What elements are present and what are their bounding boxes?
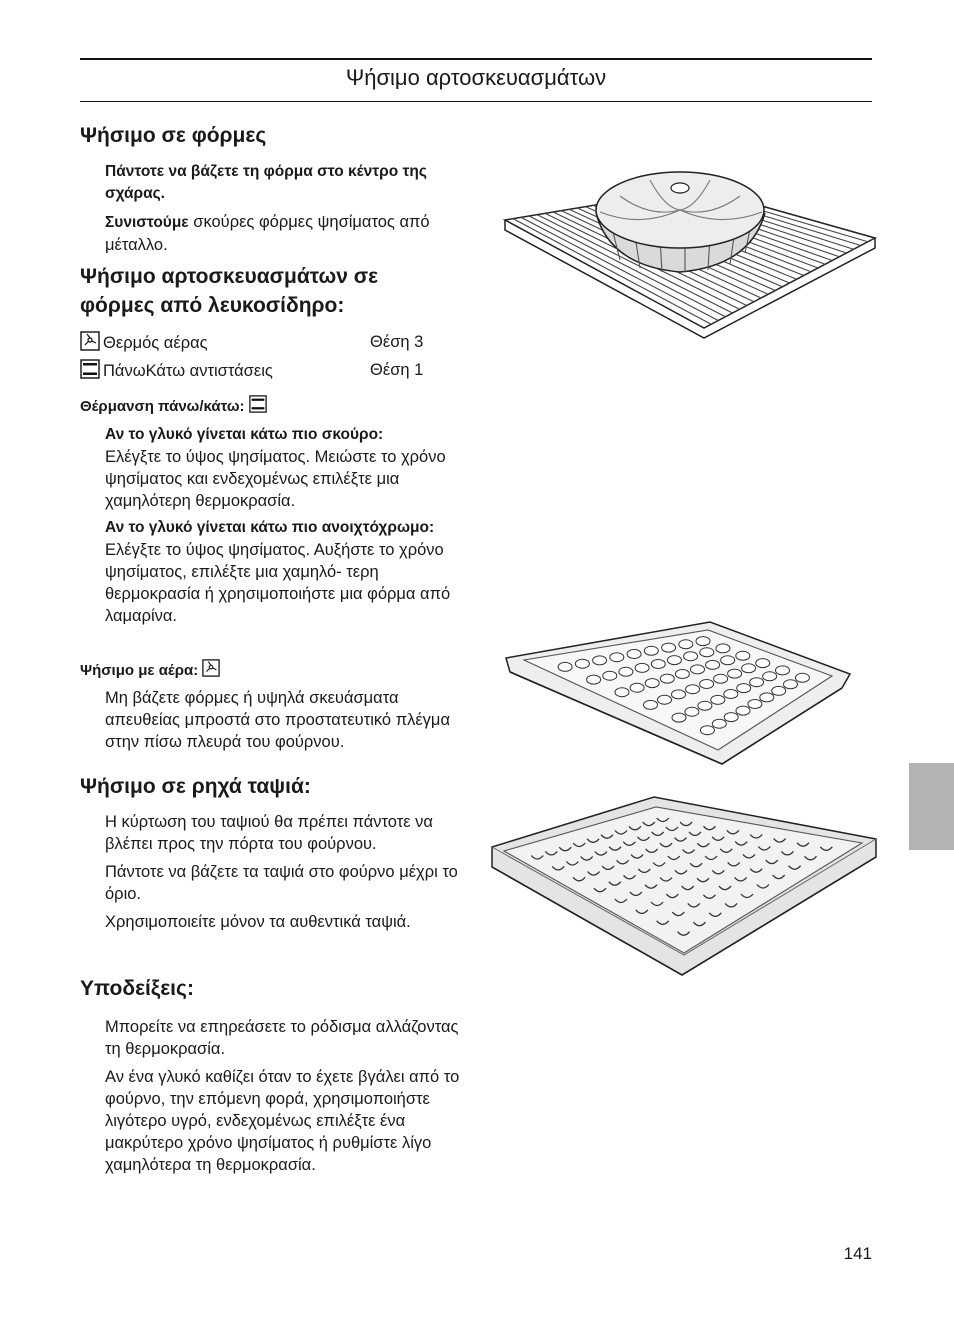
cookie <box>691 665 705 674</box>
cookie <box>662 643 676 652</box>
cookie <box>575 659 589 668</box>
cookie <box>795 673 809 682</box>
paragraph-center-form: Πάντοτε να βάζετε τη φόρμα στο κέντρο της σχάρας. <box>105 163 427 202</box>
cookie <box>658 695 672 704</box>
paragraph-tray-insert: Πάντοτε να βάζετε τα ταψιά στο φούρνο μέχρι το όριο. <box>105 863 458 903</box>
cookie <box>742 664 756 673</box>
cookie <box>716 644 730 653</box>
paragraph-darker <box>105 423 470 512</box>
cookie <box>651 660 665 669</box>
cookie <box>728 669 742 678</box>
cookie <box>700 726 714 735</box>
cookie <box>737 684 751 693</box>
heading-shallow-trays: Ψήσιμο σε ρηχά ταψιά: <box>80 775 311 798</box>
running-title: Ψήσιμο αρτοσκευασμάτων <box>345 65 607 90</box>
cookie <box>724 713 738 722</box>
paragraph-tips-browning: Μπορείτε να επηρεάσετε το ρόδισμα αλλάζοντας τη θερμοκρασία. <box>105 1018 459 1058</box>
cookie <box>672 713 686 722</box>
cookie <box>610 653 624 662</box>
cookie <box>603 671 617 680</box>
cookie <box>700 680 714 689</box>
setting-position-hot-air: Θέση 3 <box>370 333 424 351</box>
cookie <box>698 701 712 710</box>
cookie <box>619 667 633 676</box>
cookie <box>711 695 725 704</box>
cookie <box>700 648 714 657</box>
top-bottom-heat-icon <box>249 395 267 413</box>
cookie <box>776 666 790 675</box>
cookie <box>558 662 572 671</box>
cookie <box>644 646 658 655</box>
darker-bold: Αν το γλυκό γίνεται κάτω πιο σκούρο: <box>105 426 384 443</box>
cookie <box>645 679 659 688</box>
lighter-bold: Αν το γλυκό γίνεται κάτω πιο ανοιχτόχρωμο: <box>105 519 435 536</box>
cookie <box>724 690 738 699</box>
cookie <box>772 686 786 695</box>
setting-position-top-bottom: Θέση 1 <box>370 361 424 379</box>
subheading-top-bottom-heat <box>80 395 270 417</box>
paragraph-tray-original: Χρησιμοποιείτε μόνον τα αυθεντικά ταψιά. <box>105 913 411 931</box>
hot-air-icon <box>202 659 220 677</box>
cookie <box>627 650 641 659</box>
setting-label-hot-air: Θερμός αέρας <box>103 334 208 352</box>
paragraph-recommend <box>105 211 470 256</box>
cookie <box>748 700 762 709</box>
paragraph-tray-curvature: Η κύρτωση του ταψιού θα πρέπει πάντοτε να βλέπει προς την πόρτα του φούρνου. <box>105 813 433 853</box>
cookie <box>587 675 601 684</box>
cookie <box>672 690 686 699</box>
heading-tips: Υποδείξεις: <box>80 977 194 1000</box>
subheading-top-bottom-text: Θέρμανση πάνω/κάτω: <box>80 398 245 415</box>
cookie <box>630 683 644 692</box>
top-bottom-heat-icon <box>80 359 100 379</box>
setting-label-top-bottom: ΠάνωΚάτω αντιστάσεις <box>103 362 273 380</box>
cookie <box>685 707 699 716</box>
header-top-rule <box>80 58 872 60</box>
subheading-hot-air-text: Ψήσιμο με αέρα: <box>80 662 199 679</box>
heading-baking-in-forms: Ψήσιμο σε φόρμες <box>80 124 267 147</box>
cookie <box>679 640 693 649</box>
recommend-bold: Συνιστούμε <box>105 214 189 231</box>
cookie <box>736 651 750 660</box>
cookie <box>736 706 750 715</box>
cookie <box>714 674 728 683</box>
darker-text: Ελέγξτε το ύψος ψησίματος. Μειώστε το χρόνο ψησίματος και ενδεχομένως επιλέξτε μια χαμηλότερη θερμοκρασία. <box>105 448 446 510</box>
hot-air-icon <box>80 331 100 351</box>
cookie <box>721 656 735 665</box>
cookie <box>712 719 726 728</box>
setting-row-top-bottom <box>80 359 440 382</box>
lighter-text: Ελέγξτε το ύψος ψησίματος. Αυξήστε το χρόνο ψησίματος, επιλέξτε μια χαμηλό- τερη θερμοκρασία ή χρησιμοποιήστε μια φόρμα από λαμαρίνα. <box>105 541 451 625</box>
cookie <box>684 652 698 661</box>
deep-tray-pastries-illustration <box>490 795 882 980</box>
heading-tin-forms-line2: φόρμες από λευκοσίδηρο: <box>80 294 345 317</box>
cookie <box>784 680 798 689</box>
baking-tray-cookies-illustration <box>502 612 854 772</box>
page-number: 141 <box>843 1244 872 1263</box>
setting-row-hot-air <box>80 331 440 354</box>
cookie <box>644 700 658 709</box>
cookie <box>635 663 649 672</box>
cookie <box>696 637 710 646</box>
cookie <box>750 678 764 687</box>
cookie <box>615 688 629 697</box>
paragraph-hot-air: Μη βάζετε φόρμες ή υψηλά σκευάσματα απευθείας μπροστά στο προστατευτικό πλέγμα στην πίσω πλευρά του φούρνου. <box>105 689 450 751</box>
heading-tin-forms <box>80 262 378 320</box>
recommend-text: σκούρες φόρμες ψησίματος από μέταλλο. <box>105 213 430 254</box>
header-bottom-rule <box>80 101 872 102</box>
cookie <box>763 672 777 681</box>
paragraph-lighter <box>105 516 465 627</box>
paragraph-tips-cake-sinks: Αν ένα γλυκό καθίζει όταν το έχετε βγάλει από το φούρνο, την επόμενη φορά, χρησιμοποιήστε λιγότερο υγρό, ενδεχομένως επιλέξτε ένα μακρύτερο χρόνο ψησίματος ή ρυθμίστε λίγο χαμηλότερα τη θερμοκρασία. <box>105 1068 460 1174</box>
cookie <box>675 670 689 679</box>
wire-rack-form-illustration <box>500 168 880 343</box>
cookie <box>706 660 720 669</box>
cookie <box>756 659 770 668</box>
cookie <box>686 685 700 694</box>
subheading-hot-air <box>80 659 223 681</box>
cookie <box>593 656 607 665</box>
cookie <box>660 674 674 683</box>
cookie <box>667 656 681 665</box>
thumb-index-tab <box>909 763 954 850</box>
heading-tin-forms-line1: Ψήσιμο αρτοσκευασμάτων σε <box>80 265 379 288</box>
cookie <box>760 693 774 702</box>
